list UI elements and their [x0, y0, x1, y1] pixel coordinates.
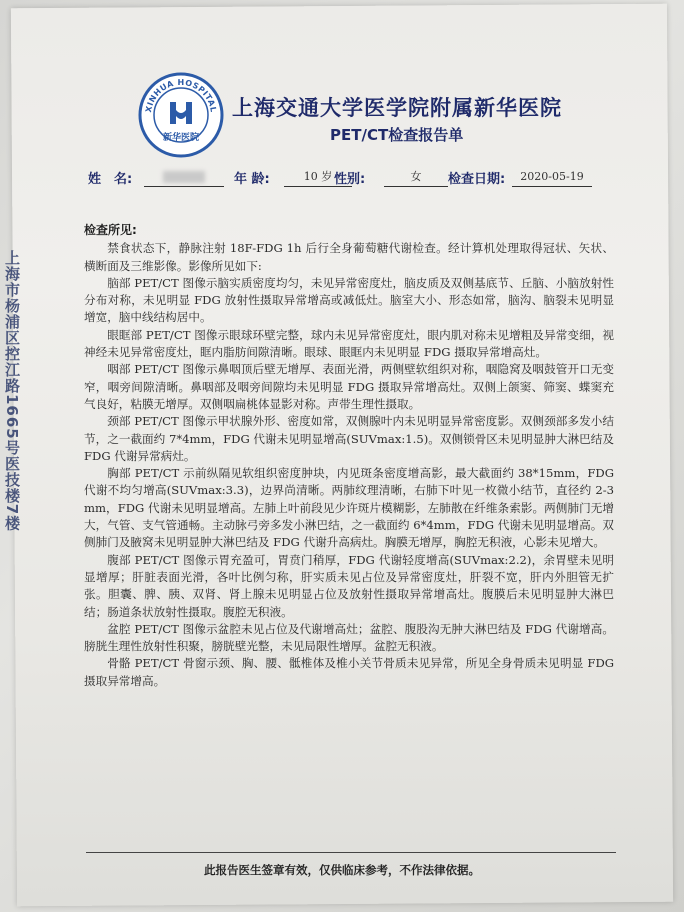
findings-paragraph: 脑部 PET/CT 图像示脑实质密度均匀，未见异常密度灶，脑皮质及双侧基底节、丘脑、小脑放射性分布对称，未见明显 FDG 放射性摄取异常增高或减低灶。脑室大小、形态如常，脑沟、脑裂未见明显增宽，脑中线结构居中。 — [84, 275, 614, 325]
logo-ring-text: XINHUA HOSPITAL — [144, 77, 218, 114]
footer-disclaimer: 此报告医生签章有效，仅供临床参考，不作法律依据。 — [204, 863, 480, 877]
footer-divider — [86, 852, 616, 853]
gender-label: 性别: — [334, 172, 366, 187]
findings-heading: 检查所见: — [84, 223, 137, 237]
date-label: 检查日期: — [448, 172, 506, 187]
address-stamp: 上海市杨浦区控江路1665号医技楼7楼 — [3, 250, 21, 532]
findings-paragraph: 腹部 PET/CT 图像示胃充盈可，胃贲门稍厚，FDG 代谢轻度增高(SUVmax:2.2)，余胃壁未见明显增厚；肝脏表面光滑，各叶比例匀称，肝实质未见占位及异常密度灶，肝裂不宽，肝内外胆管无扩张。胆囊、脾、胰、双肾、肾上腺未见明显占位及放射性摄取异常增高灶。腹膜后未见明显肿大淋巴结；肠道条状放射性摄取。腹腔无积液。 — [84, 552, 614, 619]
logo-center-text: 新华医院 — [162, 133, 200, 143]
hospital-name: 上海交通大学医学院附属新华医院 — [232, 96, 562, 120]
findings-paragraph: 眼眶部 PET/CT 图像示眼球环壁完整，球内未见异常密度灶，眼内肌对称未见增粗及异常变细，视神经未见异常密度灶，眶内脂肪间隙清晰。眼球、眼眶内未见明显 FDG 摄取异常增高灶。 — [84, 327, 614, 360]
findings-section — [84, 222, 614, 690]
report-title: PET/CT检查报告单 — [330, 126, 464, 144]
age-label: 年 龄: — [234, 172, 270, 187]
name-label: 姓 名: — [88, 172, 133, 187]
findings-paragraph: 颈部 PET/CT 图像示甲状腺外形、密度如常，双侧腺叶内未见明显异常密度影。双侧颈部多发小结节，之一截面约 7*4mm，FDG 代谢未见明显增高(SUVmax:1.5)。双侧锁骨区未见明显肿大淋巴结及 FDG 代谢异常病灶。 — [84, 414, 614, 463]
gender-value: 女 — [384, 166, 448, 187]
redacted-name — [163, 171, 205, 183]
patient-info-row — [88, 166, 608, 190]
findings-paragraph: 胸部 PET/CT 示前纵隔见软组织密度肿块，内见斑条密度增高影，最大截面约 38*15mm，FDG 代谢不均匀增高(SUVmax:3.3)，边界尚清晰。两肺纹理清晰，右肺下叶见一枚微小结节，直径约 2-3mm，FDG 代谢未见明显增高。左肺上叶前段见少许斑片模糊影，左肺散在纤维条索影。两侧肺门无增大，气管、支气管通畅。主动脉弓旁多发小淋巴结，之一截面约 6*4mm，FDG 代谢未见明显增高。双侧肺门及腋窝未见明显肿大淋巴结及 FDG 代谢升高病灶。胸膜无增厚，胸腔无积液，心影未见增大。 — [84, 466, 614, 550]
name-value — [144, 166, 224, 187]
findings-paragraph: 禁食状态下，静脉注射 18F-FDG 1h 后行全身葡萄糖代谢检查。经计算机处理取得冠状、矢状、横断面及三维影像。影像所见如下: — [84, 241, 614, 273]
age-value: 10 岁 — [284, 166, 352, 187]
hospital-logo — [138, 72, 224, 158]
findings-paragraph: 咽部 PET/CT 图像示鼻咽顶后壁无增厚、表面光滑，两侧壁软组织对称，咽隐窝及咽鼓管开口无变窄，咽旁间隙清晰。鼻咽部及咽旁间隙均未见明显 FDG 摄取异常增高灶。双侧上颌窦、筛窦、蝶窦充气良好，粘膜无增厚。双侧咽扁桃体显影对称。声带生理性摄取。 — [84, 362, 614, 411]
date-value: 2020-05-19 — [512, 166, 592, 187]
findings-paragraph: 骨骼 PET/CT 骨窗示颈、胸、腰、骶椎体及椎小关节骨质未见异常，所见全身骨质未见明显 FDG 摄取异常增高。 — [84, 656, 614, 688]
findings-paragraph: 盆腔 PET/CT 图像示盆腔未见占位及代谢增高灶；盆腔、腹股沟无肿大淋巴结及 FDG 代谢增高。膀胱生理性放射性积聚，膀胱壁光整，未见局限性增厚。盆腔无积液。 — [84, 621, 614, 654]
